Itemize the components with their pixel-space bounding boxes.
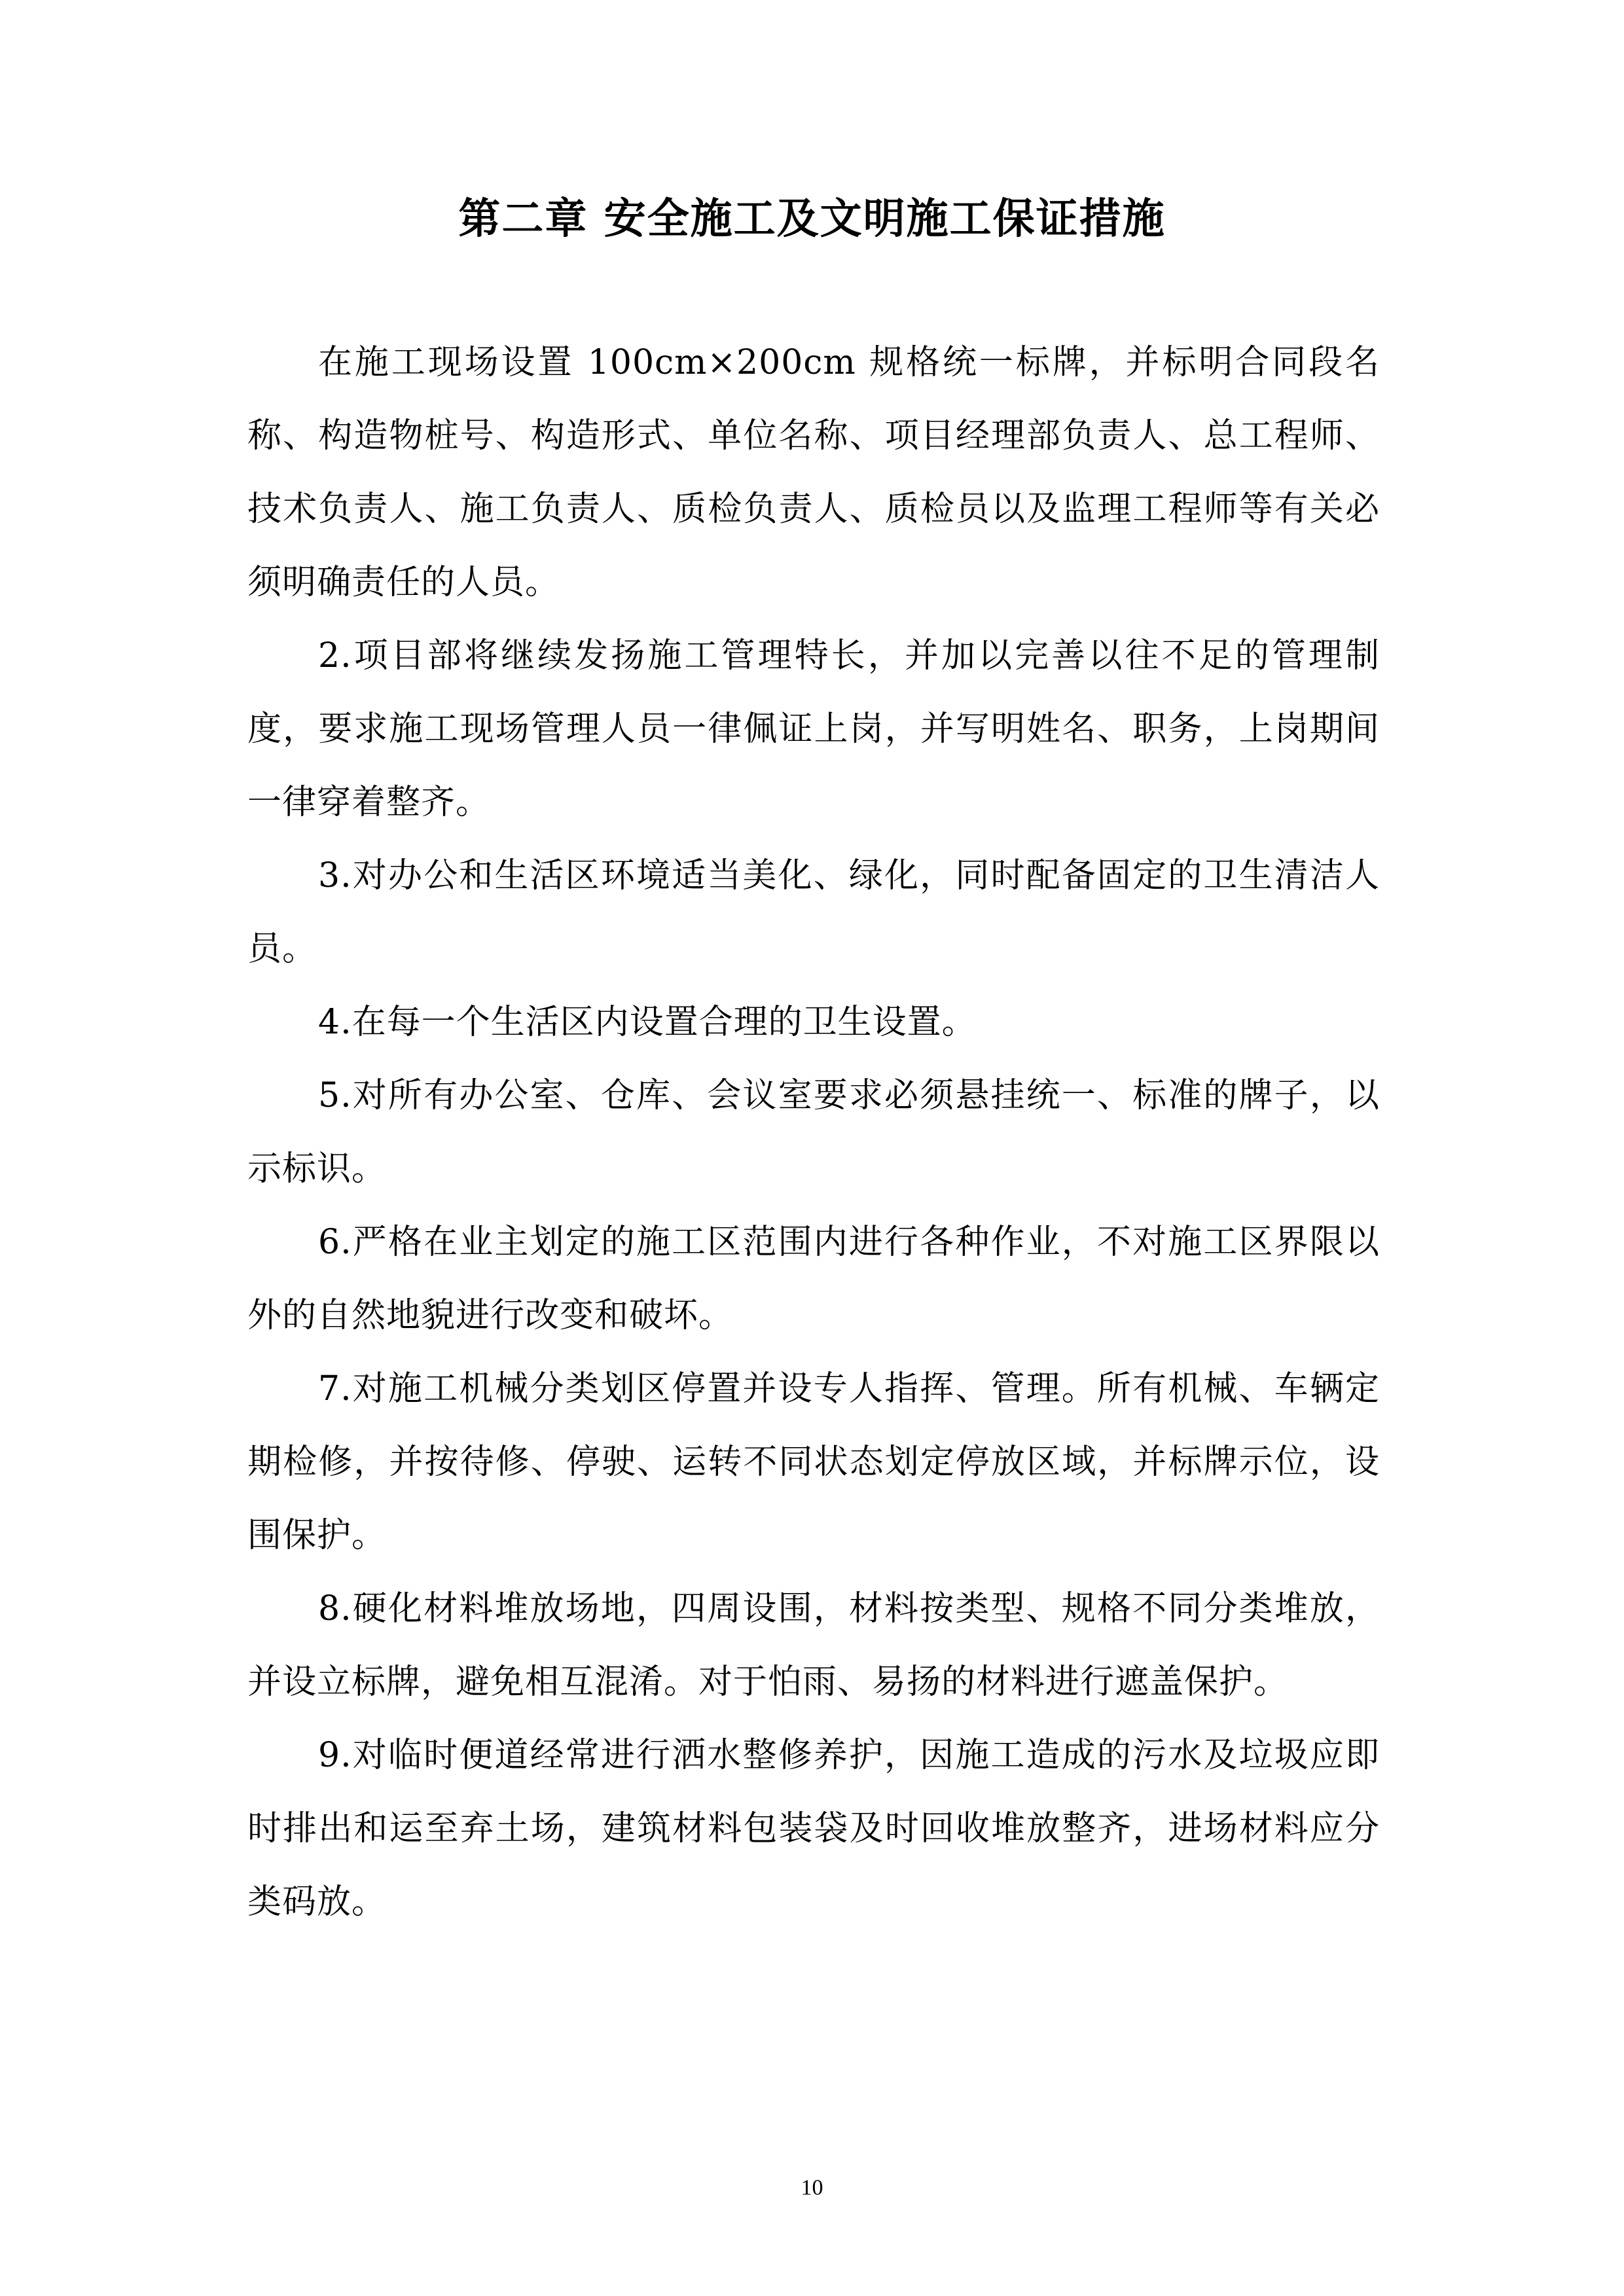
document-body [247,326,1380,1939]
paragraph-signage: 在施工现场设置 100cm×200cm 规格统一标牌，并标明合同段名称、构造物桩号、构造形式、单位名称、项目经理部负责人、总工程师、技术负责人、施工负责人、质检负责人、质检员以及监理工程师等有关必须明确责任的人员。 [247,343,1380,602]
paragraph-item-2: 2.项目部将继续发扬施工管理特长，并加以完善以往不足的管理制度，要求施工现场管理人员一律佩证上岗，并写明姓名、职务，上岗期间一律穿着整齐。 [247,636,1380,822]
paragraph-item-3: 3.对办公和生活区环境适当美化、绿化，同时配备固定的卫生清洁人员。 [247,856,1380,969]
page-number: 10 [801,2176,823,2200]
paragraph-item-5: 5.对所有办公室、仓库、会议室要求必须悬挂统一、标准的牌子，以示标识。 [247,1076,1380,1189]
paragraph-item-9: 9.对临时便道经常进行洒水整修养护，因施工造成的污水及垃圾应即时排出和运至弃土场，建筑材料包装袋及时回收堆放整齐，进场材料应分类码放。 [247,1736,1380,1922]
paragraph-item-7: 7.对施工机械分类划区停置并设专人指挥、管理。所有机械、车辆定期检修，并按待修、停驶、运转不同状态划定停放区域，并标牌示位，设围保护。 [247,1369,1380,1555]
chapter-title: 第二章 安全施工及文明施工保证措施 [458,195,1166,243]
paragraph-item-4: 4.在每一个生活区内设置合理的卫生设置。 [318,1003,977,1042]
paragraph-item-8: 8.硬化材料堆放场地，四周设围，材料按类型、规格不同分类堆放，并设立标牌，避免相互混淆。对于怕雨、易扬的材料进行遮盖保护。 [247,1589,1380,1702]
paragraph-item-6: 6.严格在业主划定的施工区范围内进行各种作业，不对施工区界限以外的自然地貌进行改变和破坏。 [247,1223,1380,1335]
